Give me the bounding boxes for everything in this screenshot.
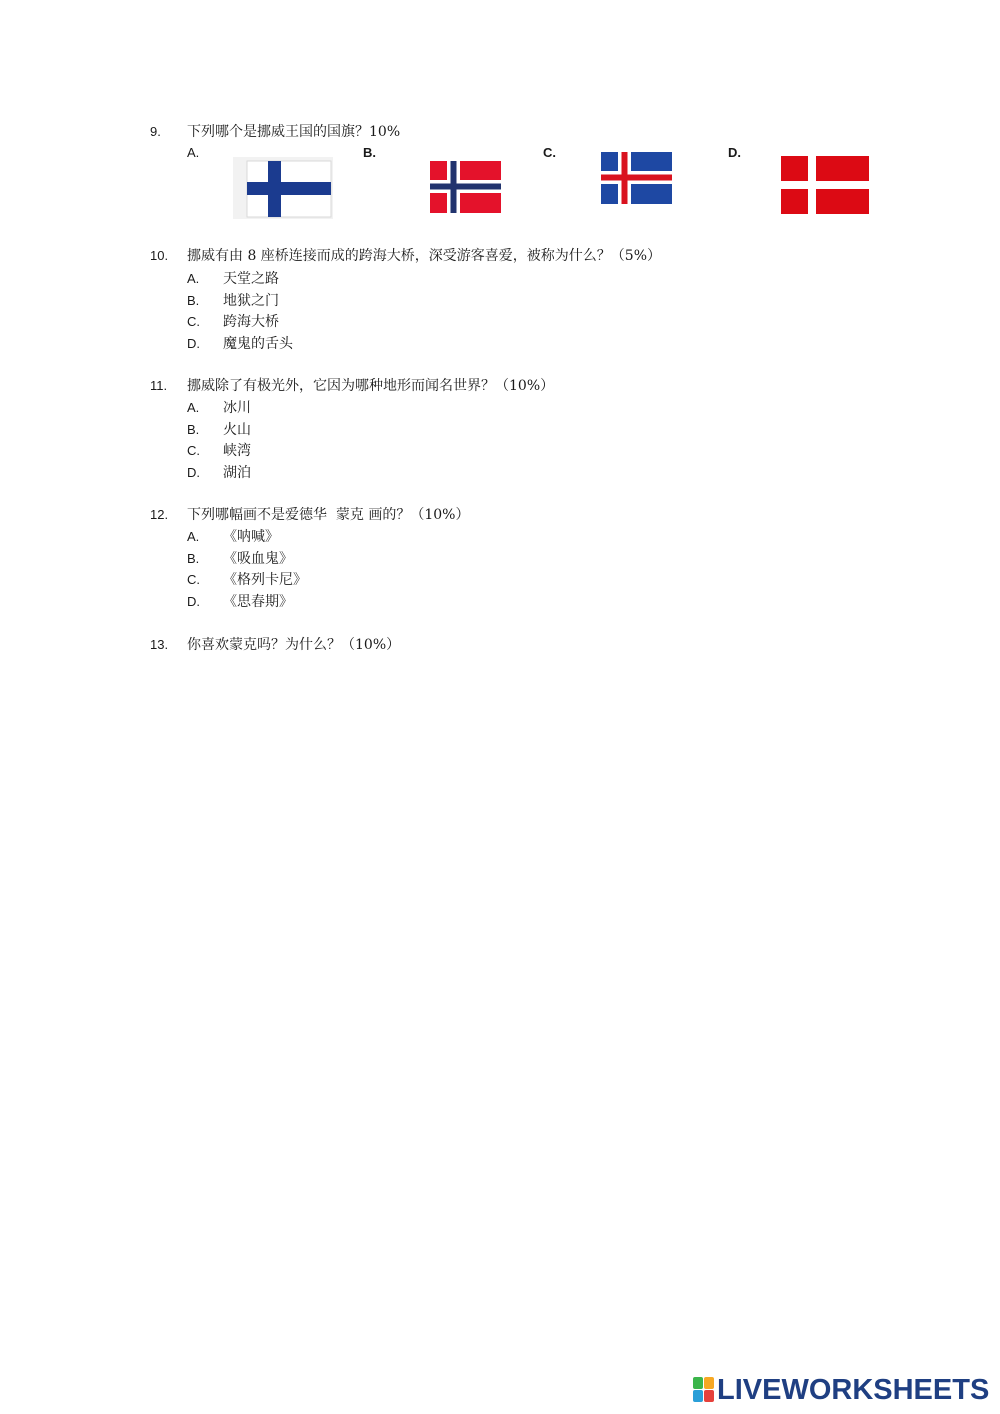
options-q10 bbox=[187, 268, 293, 355]
question-number: 10. bbox=[150, 248, 169, 263]
question-text: 挪威有由 8 座桥连接而成的跨海大桥，深受游客喜爱，被称为什么？（5%） bbox=[187, 248, 662, 264]
option-d[interactable]: D. 魔鬼的舌头 bbox=[187, 336, 293, 353]
question-13 bbox=[150, 634, 400, 656]
liveworksheets-logo bbox=[693, 1374, 989, 1406]
option-a[interactable]: A. 《呐喊》 bbox=[187, 529, 279, 545]
question-number: 13. bbox=[150, 637, 169, 652]
option-c[interactable]: C. 《格列卡尼》 bbox=[187, 572, 307, 589]
option-label-a: A. bbox=[187, 145, 200, 160]
logo-text: LIVEWORKSHEETS bbox=[717, 1373, 990, 1406]
option-label-b: B. bbox=[363, 145, 376, 160]
option-a[interactable]: A. 冰川 bbox=[187, 400, 251, 416]
question-number: 11. bbox=[150, 378, 168, 393]
question-11 bbox=[150, 375, 554, 397]
question-text: 下列哪个是挪威王国的国旗？10% bbox=[187, 124, 401, 140]
iceland-flag-icon[interactable] bbox=[601, 152, 672, 204]
option-c[interactable]: C. 峡湾 bbox=[187, 443, 251, 460]
question-12 bbox=[150, 504, 469, 526]
question-text: 下列哪幅画不是爱德华 蒙克 画的？（10%） bbox=[187, 507, 470, 523]
options-q12 bbox=[187, 526, 307, 613]
question-text: 你喜欢蒙克吗？为什么？（10%） bbox=[187, 637, 401, 653]
option-b[interactable]: B. 火山 bbox=[187, 421, 251, 438]
question-number: 9. bbox=[150, 124, 161, 139]
option-a[interactable]: A. 天堂之路 bbox=[187, 271, 279, 287]
option-label-d: D. bbox=[728, 145, 741, 160]
liveworksheets-logo-icon bbox=[693, 1377, 715, 1403]
options-q11 bbox=[187, 397, 251, 484]
option-d[interactable]: D. 《思春期》 bbox=[187, 594, 293, 611]
norway-flag-icon[interactable] bbox=[430, 161, 501, 213]
option-b[interactable]: B. 地狱之门 bbox=[187, 292, 279, 309]
question-10 bbox=[150, 245, 661, 267]
question-9 bbox=[150, 121, 400, 143]
denmark-flag-icon[interactable] bbox=[781, 156, 869, 214]
option-label-c: C. bbox=[543, 145, 556, 160]
finland-flag-icon[interactable] bbox=[233, 157, 333, 219]
question-number: 12. bbox=[150, 507, 169, 522]
question-text: 挪威除了有极光外，它因为哪种地形而闻名世界？（10%） bbox=[187, 378, 555, 394]
option-b[interactable]: B. 《吸血鬼》 bbox=[187, 550, 293, 567]
option-d[interactable]: D. 湖泊 bbox=[187, 465, 251, 482]
option-c[interactable]: C. 跨海大桥 bbox=[187, 314, 279, 331]
